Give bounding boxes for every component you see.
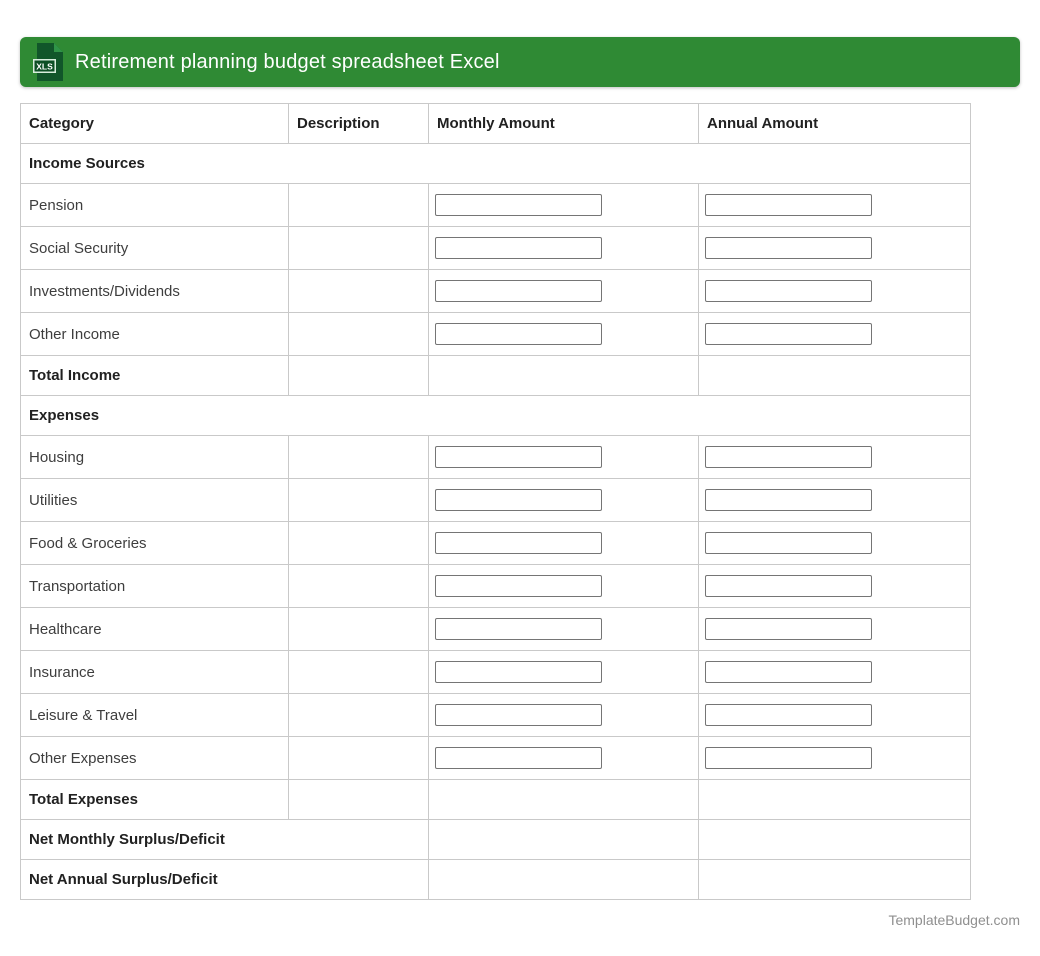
table-header [21, 104, 971, 144]
xls-badge-text: XLS [36, 61, 53, 72]
page-title: Retirement planning budget spreadsheet Excel [75, 51, 500, 73]
monthly-amount-input-healthcare[interactable] [435, 618, 602, 640]
description-cell-housing [289, 436, 429, 479]
monthly-amount-cell-net-annual-surplus-deficit [429, 860, 699, 900]
monthly-amount-cell-social-security [429, 227, 699, 270]
section-label-income-sources: Income Sources [21, 144, 971, 184]
annual-amount-input-other-expenses[interactable] [705, 747, 872, 769]
monthly-amount-cell-housing [429, 436, 699, 479]
net-label-net-annual-surplus-deficit: Net Annual Surplus/Deficit [21, 860, 429, 900]
row-healthcare [21, 608, 971, 651]
row-pension [21, 184, 971, 227]
row-food-groceries [21, 522, 971, 565]
monthly-amount-cell-other-income [429, 313, 699, 356]
description-cell-total-expenses [289, 780, 429, 820]
row-other-income [21, 313, 971, 356]
annual-amount-cell-housing [699, 436, 971, 479]
footer [20, 912, 1020, 928]
description-cell-leisure-travel [289, 694, 429, 737]
annual-amount-cell-pension [699, 184, 971, 227]
category-label-transportation: Transportation [21, 565, 289, 608]
table-header-row [21, 104, 971, 144]
total-label-total-income: Total Income [21, 356, 289, 396]
category-label-social-security: Social Security [21, 227, 289, 270]
category-label-other-income: Other Income [21, 313, 289, 356]
annual-amount-input-investments-dividends[interactable] [705, 280, 872, 302]
row-transportation [21, 565, 971, 608]
annual-amount-cell-leisure-travel [699, 694, 971, 737]
monthly-amount-input-investments-dividends[interactable] [435, 280, 602, 302]
xls-file-icon [33, 43, 63, 81]
description-cell-pension [289, 184, 429, 227]
description-cell-utilities [289, 479, 429, 522]
category-label-pension: Pension [21, 184, 289, 227]
monthly-amount-cell-food-groceries [429, 522, 699, 565]
annual-amount-input-pension[interactable] [705, 194, 872, 216]
monthly-amount-cell-pension [429, 184, 699, 227]
row-leisure-travel [21, 694, 971, 737]
annual-amount-cell-food-groceries [699, 522, 971, 565]
annual-amount-cell-investments-dividends [699, 270, 971, 313]
annual-amount-cell-total-income [699, 356, 971, 396]
annual-amount-cell-healthcare [699, 608, 971, 651]
monthly-amount-input-transportation[interactable] [435, 575, 602, 597]
monthly-amount-input-utilities[interactable] [435, 489, 602, 511]
annual-amount-input-insurance[interactable] [705, 661, 872, 683]
annual-amount-cell-insurance [699, 651, 971, 694]
annual-amount-cell-transportation [699, 565, 971, 608]
row-insurance [21, 651, 971, 694]
description-cell-investments-dividends [289, 270, 429, 313]
description-cell-other-expenses [289, 737, 429, 780]
monthly-amount-cell-utilities [429, 479, 699, 522]
row-expenses [21, 396, 971, 436]
monthly-amount-input-housing[interactable] [435, 446, 602, 468]
column-header-description: Description [289, 104, 429, 144]
monthly-amount-input-insurance[interactable] [435, 661, 602, 683]
annual-amount-input-healthcare[interactable] [705, 618, 872, 640]
monthly-amount-cell-insurance [429, 651, 699, 694]
site-credit: TemplateBudget.com [888, 912, 1020, 928]
annual-amount-cell-net-annual-surplus-deficit [699, 860, 971, 900]
monthly-amount-input-food-groceries[interactable] [435, 532, 602, 554]
monthly-amount-cell-healthcare [429, 608, 699, 651]
monthly-amount-input-other-income[interactable] [435, 323, 602, 345]
budget-table [20, 103, 971, 900]
annual-amount-cell-social-security [699, 227, 971, 270]
monthly-amount-cell-total-income [429, 356, 699, 396]
annual-amount-input-food-groceries[interactable] [705, 532, 872, 554]
row-net-annual-surplus-deficit [21, 860, 971, 900]
category-label-insurance: Insurance [21, 651, 289, 694]
column-header-category: Category [21, 104, 289, 144]
annual-amount-input-utilities[interactable] [705, 489, 872, 511]
monthly-amount-cell-leisure-travel [429, 694, 699, 737]
monthly-amount-cell-net-monthly-surplus-deficit [429, 820, 699, 860]
annual-amount-input-transportation[interactable] [705, 575, 872, 597]
description-cell-total-income [289, 356, 429, 396]
row-housing [21, 436, 971, 479]
description-cell-social-security [289, 227, 429, 270]
column-header-annual-amount: Annual Amount [699, 104, 971, 144]
annual-amount-cell-utilities [699, 479, 971, 522]
category-label-housing: Housing [21, 436, 289, 479]
annual-amount-input-housing[interactable] [705, 446, 872, 468]
column-header-monthly-amount: Monthly Amount [429, 104, 699, 144]
category-label-other-expenses: Other Expenses [21, 737, 289, 780]
category-label-leisure-travel: Leisure & Travel [21, 694, 289, 737]
monthly-amount-input-social-security[interactable] [435, 237, 602, 259]
section-label-expenses: Expenses [21, 396, 971, 436]
monthly-amount-cell-investments-dividends [429, 270, 699, 313]
category-label-food-groceries: Food & Groceries [21, 522, 289, 565]
monthly-amount-input-pension[interactable] [435, 194, 602, 216]
annual-amount-cell-other-income [699, 313, 971, 356]
row-utilities [21, 479, 971, 522]
annual-amount-cell-total-expenses [699, 780, 971, 820]
row-income-sources [21, 144, 971, 184]
title-bar [20, 37, 1020, 87]
annual-amount-input-leisure-travel[interactable] [705, 704, 872, 726]
row-total-income [21, 356, 971, 396]
annual-amount-cell-net-monthly-surplus-deficit [699, 820, 971, 860]
description-cell-transportation [289, 565, 429, 608]
category-label-investments-dividends: Investments/Dividends [21, 270, 289, 313]
row-net-monthly-surplus-deficit [21, 820, 971, 860]
description-cell-healthcare [289, 608, 429, 651]
description-cell-insurance [289, 651, 429, 694]
description-cell-food-groceries [289, 522, 429, 565]
row-investments-dividends [21, 270, 971, 313]
total-label-total-expenses: Total Expenses [21, 780, 289, 820]
table-body [21, 144, 971, 900]
monthly-amount-cell-transportation [429, 565, 699, 608]
monthly-amount-cell-other-expenses [429, 737, 699, 780]
annual-amount-input-other-income[interactable] [705, 323, 872, 345]
annual-amount-input-social-security[interactable] [705, 237, 872, 259]
annual-amount-cell-other-expenses [699, 737, 971, 780]
net-label-net-monthly-surplus-deficit: Net Monthly Surplus/Deficit [21, 820, 429, 860]
row-social-security [21, 227, 971, 270]
row-total-expenses [21, 780, 971, 820]
category-label-utilities: Utilities [21, 479, 289, 522]
category-label-healthcare: Healthcare [21, 608, 289, 651]
description-cell-other-income [289, 313, 429, 356]
monthly-amount-input-other-expenses[interactable] [435, 747, 602, 769]
row-other-expenses [21, 737, 971, 780]
monthly-amount-input-leisure-travel[interactable] [435, 704, 602, 726]
monthly-amount-cell-total-expenses [429, 780, 699, 820]
